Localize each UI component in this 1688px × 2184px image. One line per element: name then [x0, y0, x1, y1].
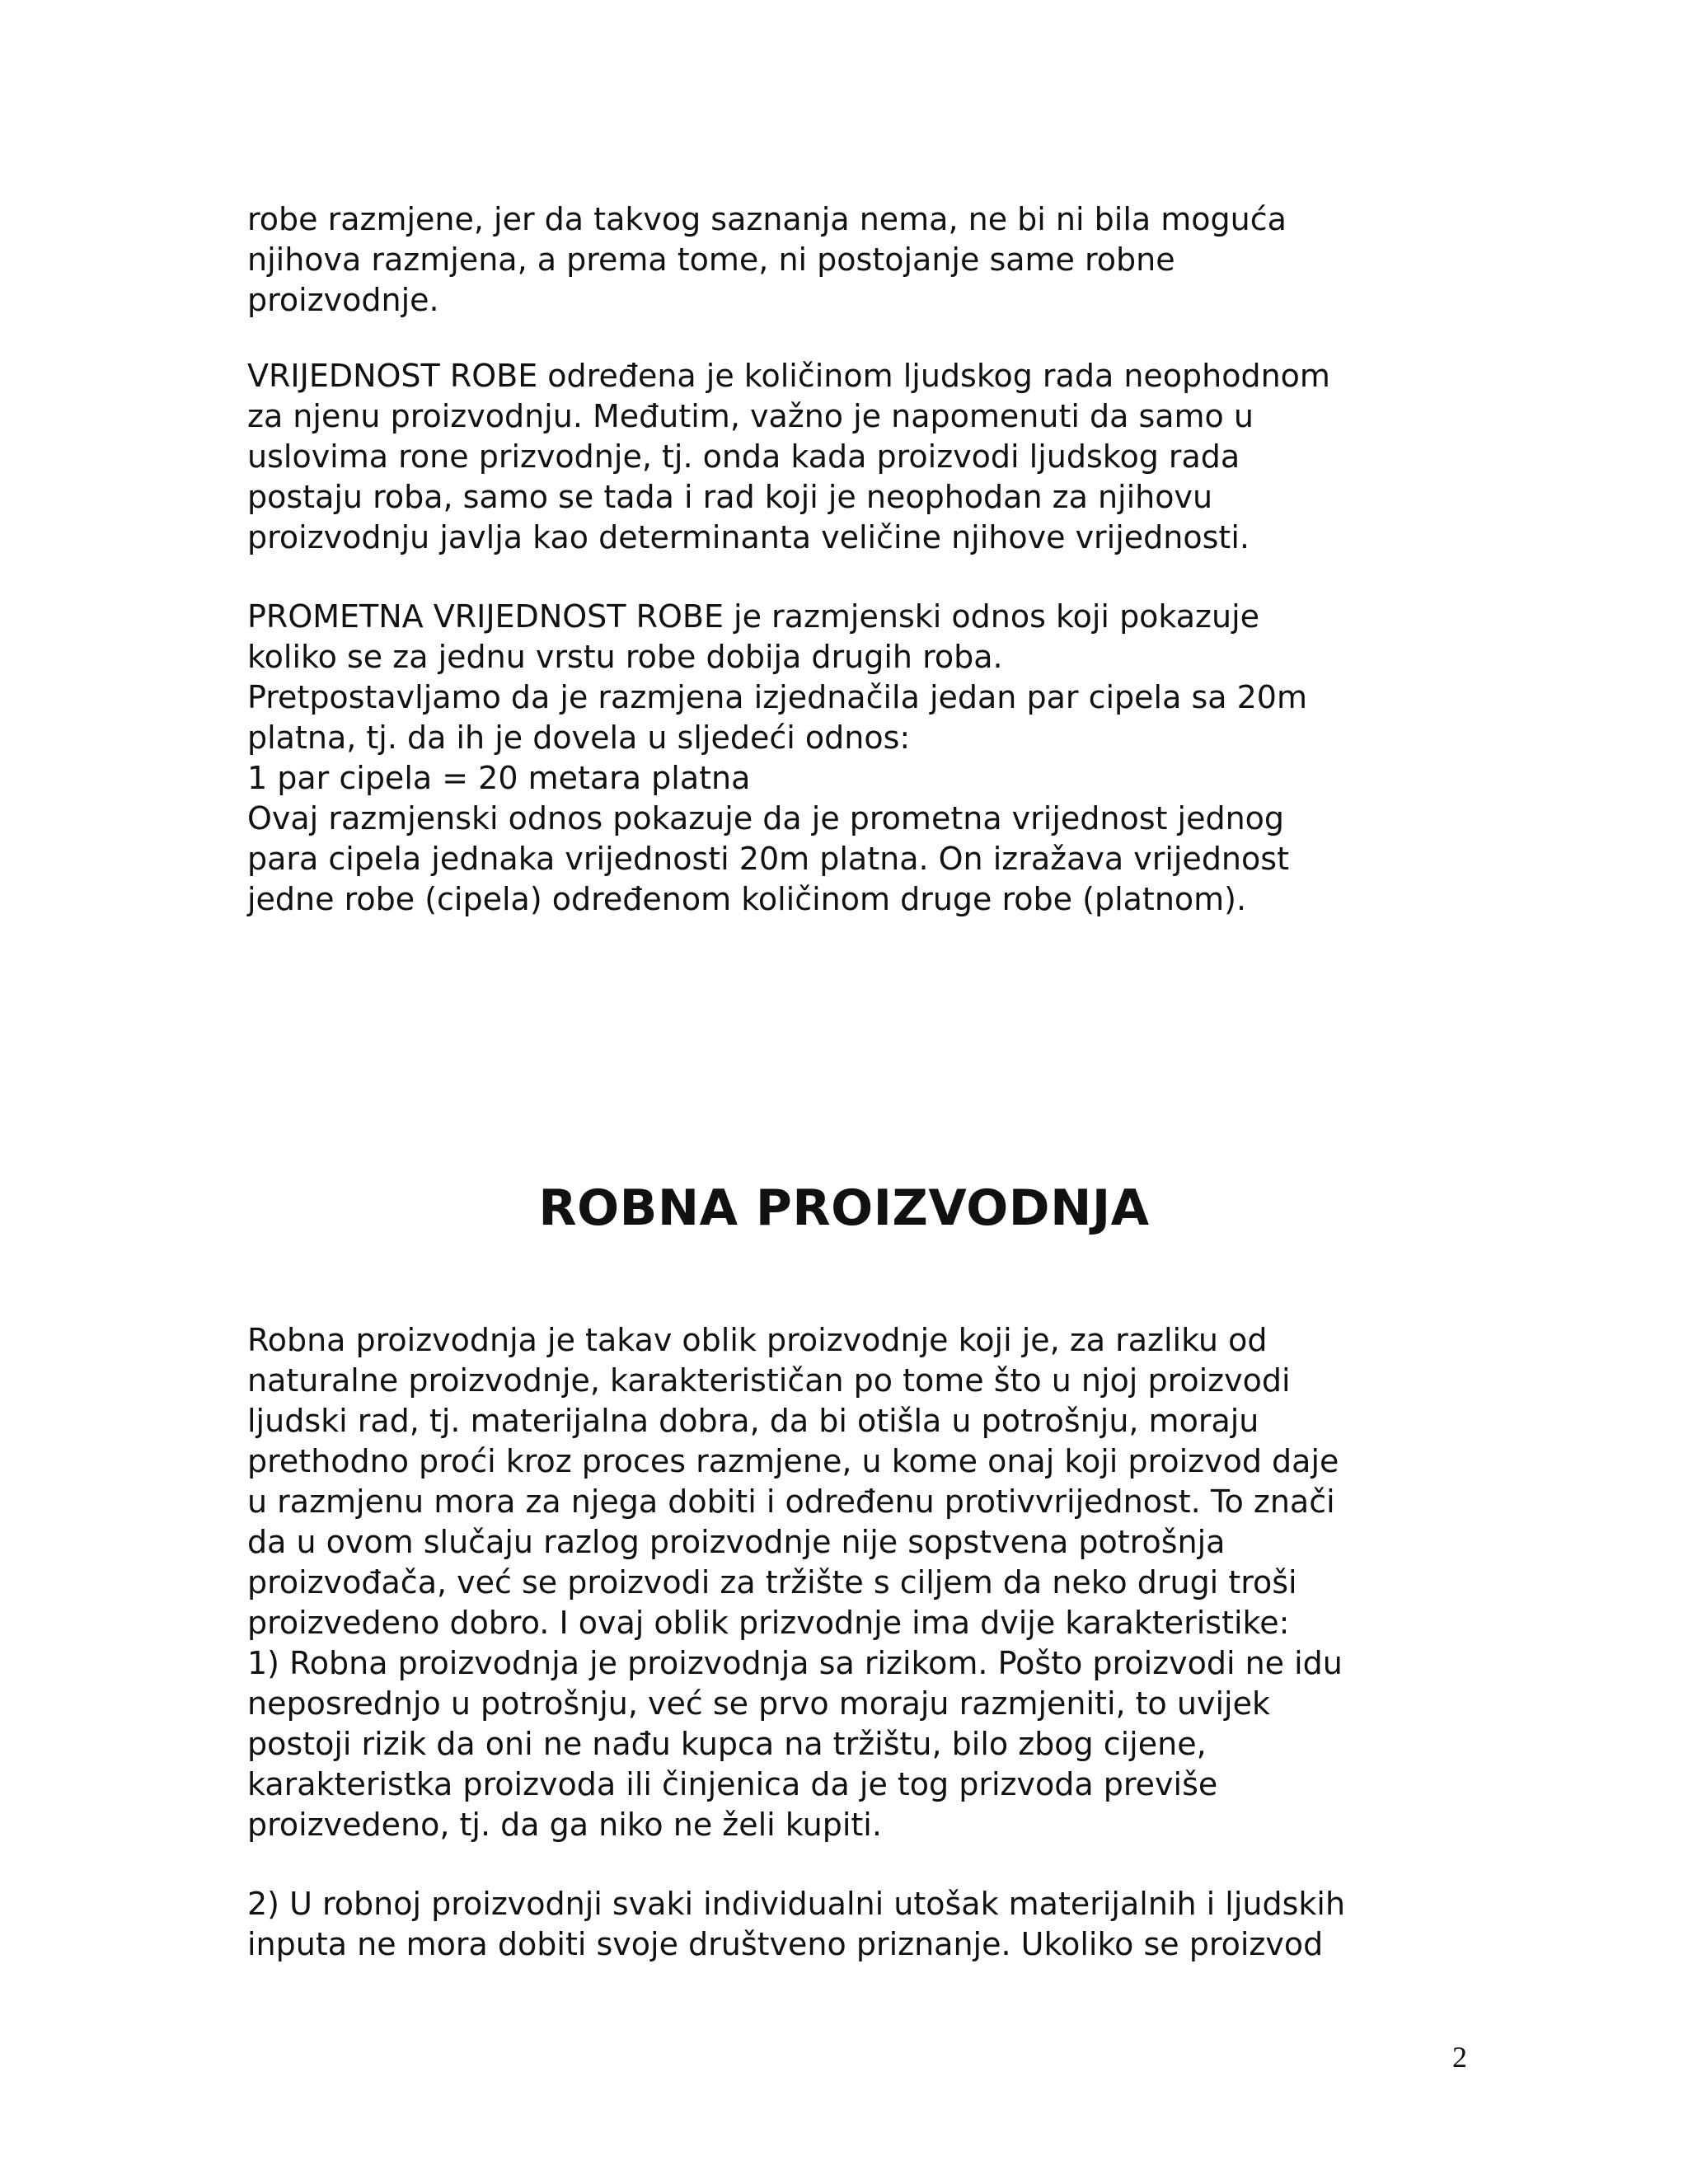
paragraph-social-recognition — [247, 1884, 1467, 1965]
text-line: para cipela jednaka vrijednosti 20m platna. On izražava vrijednost — [247, 841, 1289, 877]
text-line: proizvođača, već se proizvodi za tržište s ciljem da neko drugi troši — [247, 1564, 1297, 1601]
text-line: koliko se za jednu vrstu robe dobija drugih roba. — [247, 639, 1003, 675]
text-line: postoji rizik da oni ne nađu kupca na tržištu, bilo zbog cijene, — [247, 1726, 1207, 1762]
text-line: 2) U robnoj proizvodnji svaki individualni utošak materijalnih i ljudskih — [247, 1886, 1346, 1922]
text-line: naturalne proizvodnje, karakterističan po tome što u njoj proizvodi — [247, 1362, 1291, 1399]
text-line: VRIJEDNOST ROBE određena je količinom ljudskog rada neophodnom — [247, 358, 1330, 394]
text-line: uslovima rone prizvodnje, tj. onda kada proizvodi ljudskog rada — [247, 438, 1240, 475]
text-line: inputa ne mora dobiti svoje društveno priznanje. Ukoliko se proizvod — [247, 1926, 1324, 1962]
paragraph-commodity-production — [247, 1320, 1467, 1845]
paragraph-exchange-knowledge — [247, 199, 1467, 321]
text-line: Robna proizvodnja je takav oblik proizvodnje koji je, za razliku od — [247, 1322, 1268, 1358]
text-line: u razmjenu mora za njega dobiti i određenu protivvrijednost. To znači — [247, 1483, 1335, 1520]
text-line: prethodno proći kroz proces razmjene, u kome onaj koji proizvod daje — [247, 1443, 1339, 1479]
text-line: Pretpostavljamo da je razmjena izjednačila jedan par cipela sa 20m — [247, 679, 1307, 715]
page-number: 2 — [1452, 2041, 1467, 2074]
text-line: robe razmjene, jer da takvog saznanja nema, ne bi ni bila moguća — [247, 201, 1287, 237]
text-line: karakteristka proizvoda ili činjenica da je tog prizvoda previše — [247, 1766, 1218, 1802]
text-line: da u ovom slučaju razlog proizvodnje nije sopstvena potrošnja — [247, 1524, 1226, 1560]
text-line: PROMETNA VRIJEDNOST ROBE je razmjenski odnos koji pokazuje — [247, 598, 1260, 635]
text-line: postaju roba, samo se tada i rad koji je neophodan za njihovu — [247, 479, 1213, 515]
paragraph-value-of-goods — [247, 356, 1467, 558]
text-line: proizvedeno, tj. da ga niko ne želi kupiti. — [247, 1807, 882, 1843]
text-line: neposrednjo u potrošnju, već se prvo moraju razmjeniti, to uvijek — [247, 1685, 1270, 1722]
text-line: za njenu proizvodnju. Međutim, važno je napomenuti da samo u — [247, 398, 1254, 434]
text-line: jedne robe (cipela) određenom količinom druge robe (platnom). — [247, 881, 1247, 917]
text-line: 1 par cipela = 20 metara platna — [247, 760, 751, 796]
text-line: platna, tj. da ih je dovela u sljedeći odnos: — [247, 719, 911, 756]
text-line: proizvodnje. — [247, 282, 439, 318]
text-line: proizvodnju javlja kao determinanta veličine njihove vrijednosti. — [247, 519, 1250, 555]
text-line: ljudski rad, tj. materijalna dobra, da bi otišla u potrošnju, moraju — [247, 1403, 1259, 1439]
text-line: Ovaj razmjenski odnos pokazuje da je prometna vrijednost jednog — [247, 800, 1285, 837]
text-line: 1) Robna proizvodnja je proizvodnja sa rizikom. Pošto proizvodi ne idu — [247, 1645, 1343, 1681]
paragraph-exchange-value — [247, 597, 1467, 920]
text-line: njihova razmjena, a prema tome, ni postojanje same robne — [247, 241, 1175, 278]
text-line: proizvedeno dobro. I ovaj oblik prizvodnje ima dvije karakteristike: — [247, 1605, 1290, 1641]
section-heading: ROBNA PROIZVODNJA — [538, 1179, 1150, 1237]
